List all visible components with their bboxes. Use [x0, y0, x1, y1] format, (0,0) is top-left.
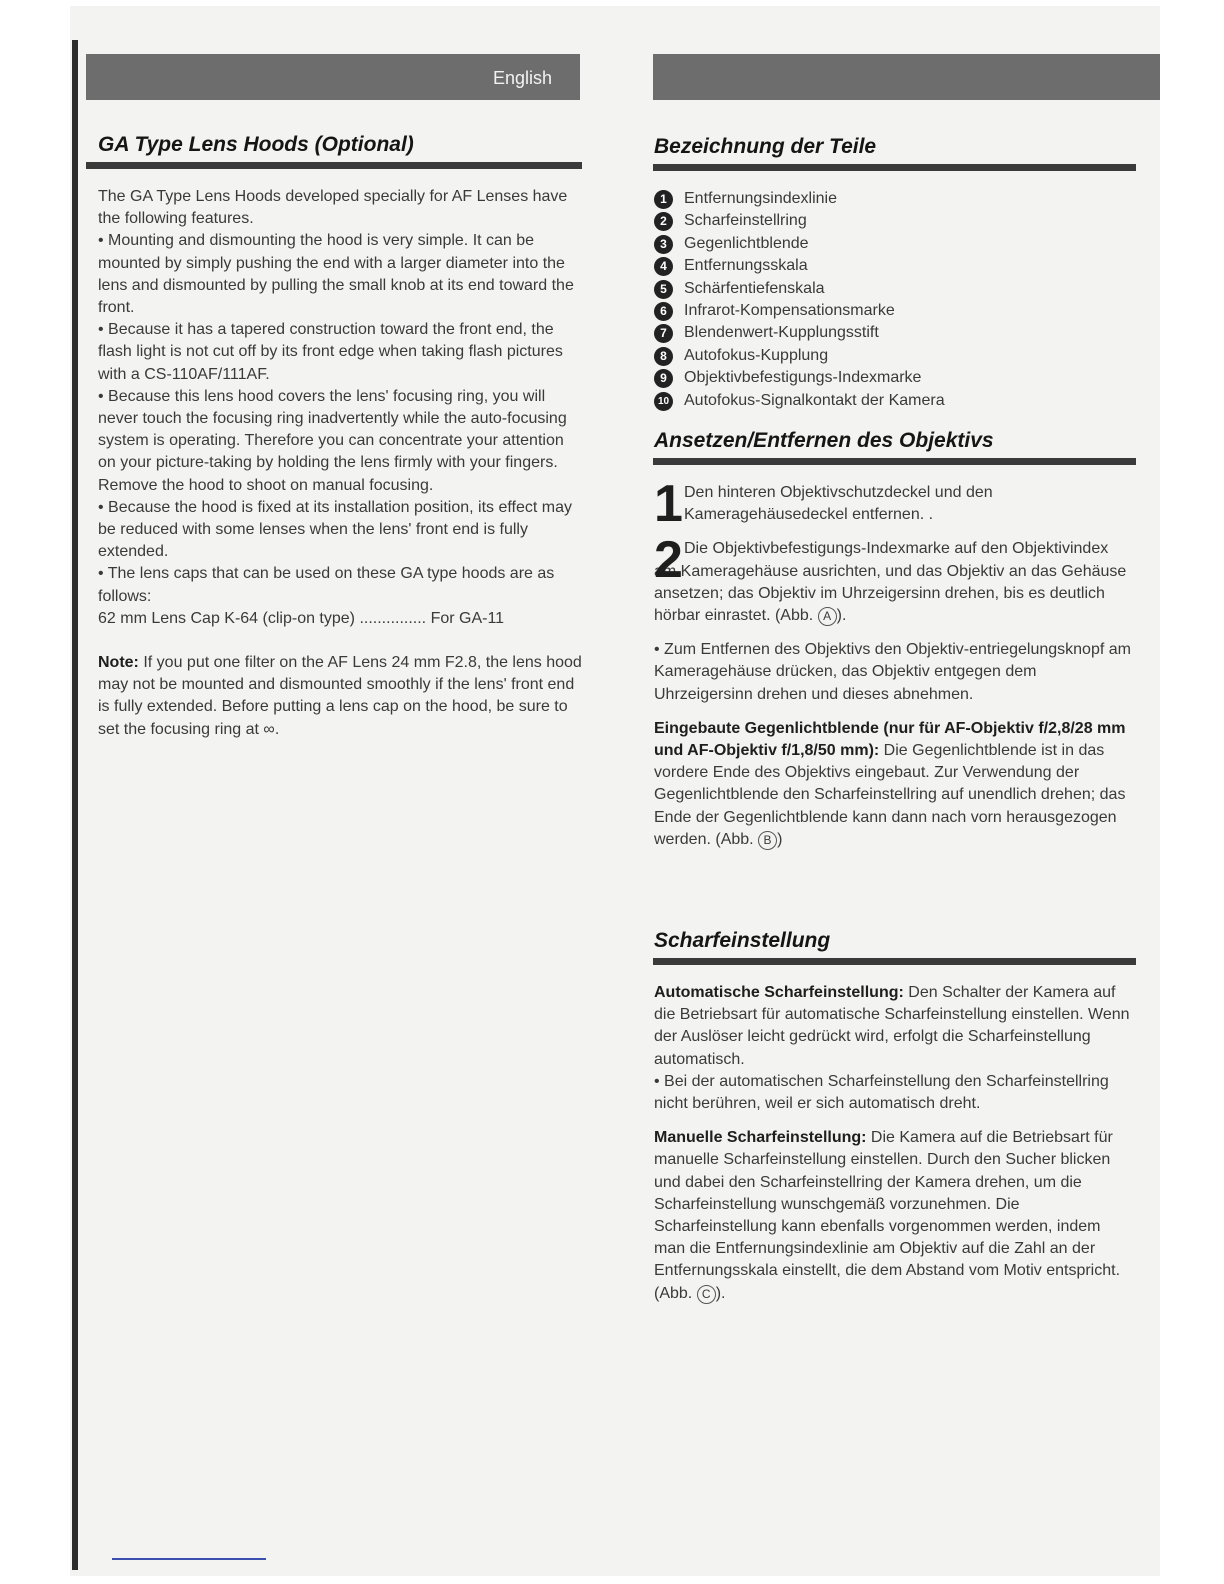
note-paragraph	[98, 652, 584, 741]
part-number-badge: 1	[654, 190, 673, 209]
list-item	[654, 210, 1134, 232]
list-item	[654, 367, 1134, 389]
auto-focus-label: Automatische Scharfeinstellung:	[654, 984, 904, 1001]
list-item	[654, 390, 1134, 412]
left-column	[98, 186, 584, 741]
part-label: Objektivbefestigungs-Indexmarke	[684, 369, 922, 387]
list-item	[654, 322, 1134, 344]
focus-section	[654, 982, 1134, 1305]
step-text-end: ).	[836, 607, 847, 625]
header-bar-left	[86, 54, 580, 100]
section-rule	[86, 162, 582, 169]
focus-title: Scharfeinstellung	[654, 929, 831, 952]
paragraph: • Because this lens hood covers the lens' focusing ring, you will never touch the focusing ring inadvertently while the auto-focusing system is operating. Therefore you can concentrate your attention on your picture-taking by holding the lens firmly with your fingers. Remove the hood to shoot on manual focusing.	[98, 387, 567, 494]
paragraph: The GA Type Lens Hoods developed specially for AF Lenses have the following features.	[98, 188, 568, 228]
header-bar-right	[653, 54, 1160, 100]
manual-focus-text: Die Kamera auf die Betriebsart für manuelle Scharfeinstellung einstellen. Durch den Sucher blicken und dabei den Scharfeinstellring der Kamera drehen, um die Scharfeinstellung wunschgemäß vorzunehmen. Die Scharfeinstellung kann ebenfalls vorgenommen werden, indem man die Entfernungsindexlinie am Objektiv auf die Zahl an der Entfernungsskala einstellt, die dem Abstand vom Motiv entspricht. (Abb.	[654, 1129, 1121, 1302]
lens-cap-line: 62 mm Lens Cap K-64 (clip-on type) ............... For GA-11	[98, 609, 505, 627]
paragraph: • The lens caps that can be used on these GA type hoods are as follows:	[98, 565, 555, 605]
list-item	[654, 345, 1134, 367]
step-text: Den hinteren Objektivschutzdeckel und den Kameragehäusedeckel entfernen. .	[684, 484, 993, 524]
auto-focus-bullet: • Bei der automatischen Scharfeinstellung den Scharfeinstellring nicht berühren, weil er sich automatisch dreht.	[654, 1072, 1109, 1113]
part-number-badge: 7	[654, 324, 673, 343]
step-1	[654, 475, 1134, 533]
list-item	[654, 233, 1134, 255]
part-label: Gegenlichtblende	[684, 234, 809, 252]
step-number: 1	[654, 475, 683, 533]
figure-ref: A	[818, 607, 837, 626]
language-label: English	[492, 68, 552, 88]
manual-focus-label: Manuelle Scharfeinstellung:	[654, 1129, 867, 1147]
note-label: Note:	[98, 654, 139, 672]
section-rule	[653, 164, 1136, 171]
part-number-badge: 2	[654, 212, 673, 231]
part-number-badge: 10	[654, 392, 673, 411]
figure-ref: B	[758, 831, 777, 850]
part-label: Entfernungsskala	[684, 257, 808, 275]
section-rule	[653, 958, 1136, 965]
part-number-badge: 5	[654, 280, 673, 299]
parts-title: Bezeichnung der Teile	[654, 135, 877, 158]
step-number: 2	[654, 531, 683, 590]
list-item	[654, 300, 1134, 322]
part-label: Schärfentiefenskala	[684, 279, 825, 297]
list-item	[654, 188, 1134, 210]
manual-text-end: ).	[715, 1284, 726, 1302]
auto-focus-paragraph	[654, 982, 1134, 1071]
part-label: Scharfeinstellring	[684, 212, 807, 230]
note-text: If you put one filter on the AF Lens 24 mm F2.8, the lens hood may not be mounted and dismounted smoothly if the lens' front end is fully extended. Before putting a lens cap on the hood, be sure to set the focusing ring at ∞.	[98, 654, 582, 738]
figure-ref: C	[697, 1285, 716, 1304]
paragraph: • Mounting and dismounting the hood is very simple. It can be mounted by simply pushing the end with a larger diameter into the lens and dismounted by pulling the small knob at its end toward the front.	[98, 232, 574, 317]
remove-paragraph: • Zum Entfernen des Objektivs den Objektiv-entriegelungsknopf am Kameragehäuse drücken, das Objektiv entgegen dem Uhrzeigersinn drehen und dieses abnehmen.	[654, 641, 1131, 703]
hood-paragraph	[654, 718, 1134, 851]
part-number-badge: 6	[654, 302, 673, 321]
step-2	[654, 531, 1134, 627]
mount-section	[654, 475, 1134, 851]
section-rule	[653, 458, 1136, 465]
manual-focus-paragraph	[654, 1127, 1134, 1305]
part-number-badge: 9	[654, 369, 673, 388]
auto-focus-text: Den Schalter der Kamera auf die Betriebsart für automatische Scharfeinstellung einstellen. Wenn der Auslöser leicht gedrückt wird, erfolgt die Scharfeinstellung automatisch.	[654, 984, 1130, 1068]
list-item	[654, 278, 1134, 300]
part-label: Autofokus-Kupplung	[684, 346, 829, 364]
link-underline	[112, 1558, 266, 1560]
list-item	[654, 255, 1134, 277]
hood-heading: Eingebaute Gegenlichtblende (nur für AF-Objektiv f/2,8/28 mm und AF-Objektiv f/1,8/50 mm):	[654, 719, 1126, 760]
part-number-badge: 4	[654, 257, 673, 276]
hood-text: Die Gegenlichtblende ist in das vordere Ende des Objektivs eingebaut. Zur Verwendung der Gegenlichtblende den Scharfeinstellring auf unendlich drehen; das Ende der Gegenlichtblende kann dann nach vorn herausgezogen werden. (Abb.	[654, 742, 1126, 848]
part-label: Blendenwert-Kupplungsstift	[684, 324, 879, 342]
part-number-badge: 8	[654, 347, 673, 366]
paragraph: • Because it has a tapered construction toward the front end, the flash light is not cut off by its front edge when taking flash pictures with a CS-110AF/111AF.	[98, 321, 563, 383]
binding-edge	[72, 40, 78, 1570]
step-text: Die Objektivbefestigungs-Indexmarke auf den Objektivindex am Kameragehäuse ausrichten, und das Objektiv an das Gehäuse ansetzen; das Objektiv im Uhrzeigersinn drehen, bis es deutlich hörbar einrastet. (Abb.	[654, 540, 1127, 625]
part-label: Autofokus-Signalkontakt der Kamera	[684, 391, 945, 409]
hood-text-end: )	[777, 830, 783, 848]
part-label: Infrarot-Kompensationsmarke	[684, 301, 895, 319]
left-section-title: GA Type Lens Hoods (Optional)	[98, 133, 414, 156]
part-number-badge: 3	[654, 235, 673, 254]
part-label: Entfernungsindexlinie	[684, 190, 837, 207]
mount-title: Ansetzen/Entfernen des Objektivs	[654, 429, 994, 452]
paragraph: • Because the hood is fixed at its installation position, its effect may be reduced with some lenses when the lens' front end is fully extended.	[98, 498, 573, 561]
parts-list	[654, 188, 1134, 412]
